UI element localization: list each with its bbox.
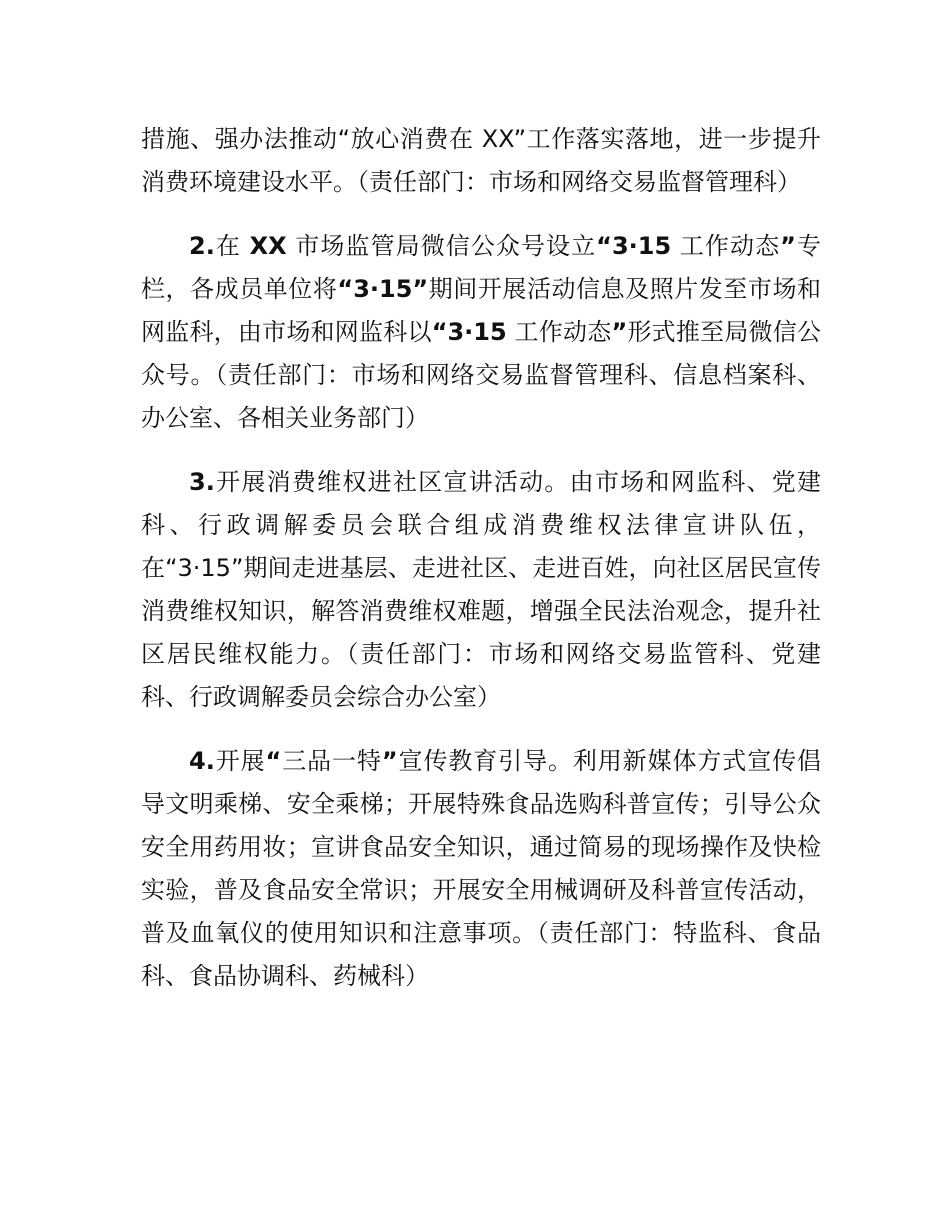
bold-run: “ [265,747,282,775]
bold-run: “3·15 [431,318,507,346]
item-number: 2. [189,232,215,260]
text-run: 工作动态 [506,318,612,346]
document-body [141,118,821,1019]
bold-run: ” [780,232,796,260]
paragraph-1 [141,118,821,204]
text-run: 宣传教育引导。利用新媒体方式宣传倡导文明乘梯、安全乘梯；开展特殊食品选购科普宣传；引导公众安全用药用妆；宣讲食品安全知识，通过简易的现场操作及快检实验，普及食品安全常识；开展安全用械调研及科普宣传活动，普及血氧仪的使用知识和注意事项。（责任部门：特监科、食品科、食品协调科、药械科） [141,747,822,990]
bold-run: ” [611,318,628,346]
item-number: 3. [189,468,215,496]
paragraph-4 [141,740,821,998]
bold-run: “3·15 [596,232,672,260]
text-run: 形式推至局微信公众号。（责任部门：市场和网络交易监督管理科、信息档案科、办公室、各相关业务部门） [141,318,822,432]
text-run: 开展 [214,747,266,775]
text-run: 专栏，各成员单位将 [141,232,821,303]
text-run: 三品一特 [281,747,382,775]
bold-run: ” [381,747,398,775]
text-run: 工作动态 [671,232,781,260]
paragraph-2 [141,225,821,440]
text-run: 在 [214,232,250,260]
item-number: 4. [189,747,215,775]
paragraph-3 [141,461,821,719]
bold-run: “3·15” [337,275,429,303]
bold-run: XX [249,232,287,260]
text-run: 期间开展活动信息及照片发至市场和网监科，由市场和网监科以 [141,275,822,346]
paragraph-text: 措施、强办法推动“放心消费在 XX”工作落实落地，进一步提升消费环境建设水平。（责任部门：市场和网络交易监督管理科） [141,125,821,196]
text-run: 市场监管局微信公众号设立 [286,232,597,260]
paragraph-text: 开展消费维权进社区宣讲活动。由市场和网监科、党建科、行政调解委员会联合组成消费维权法律宣讲队伍，在“3·15”期间走进基层、走进社区、走进百姓，向社区居民宣传消费维权知识，解答消费维权难题，增强全民法治观念，提升社区居民维权能力。（责任部门：市场和网络交易监管科、党建科、行政调解委员会综合办公室） [141,468,821,711]
